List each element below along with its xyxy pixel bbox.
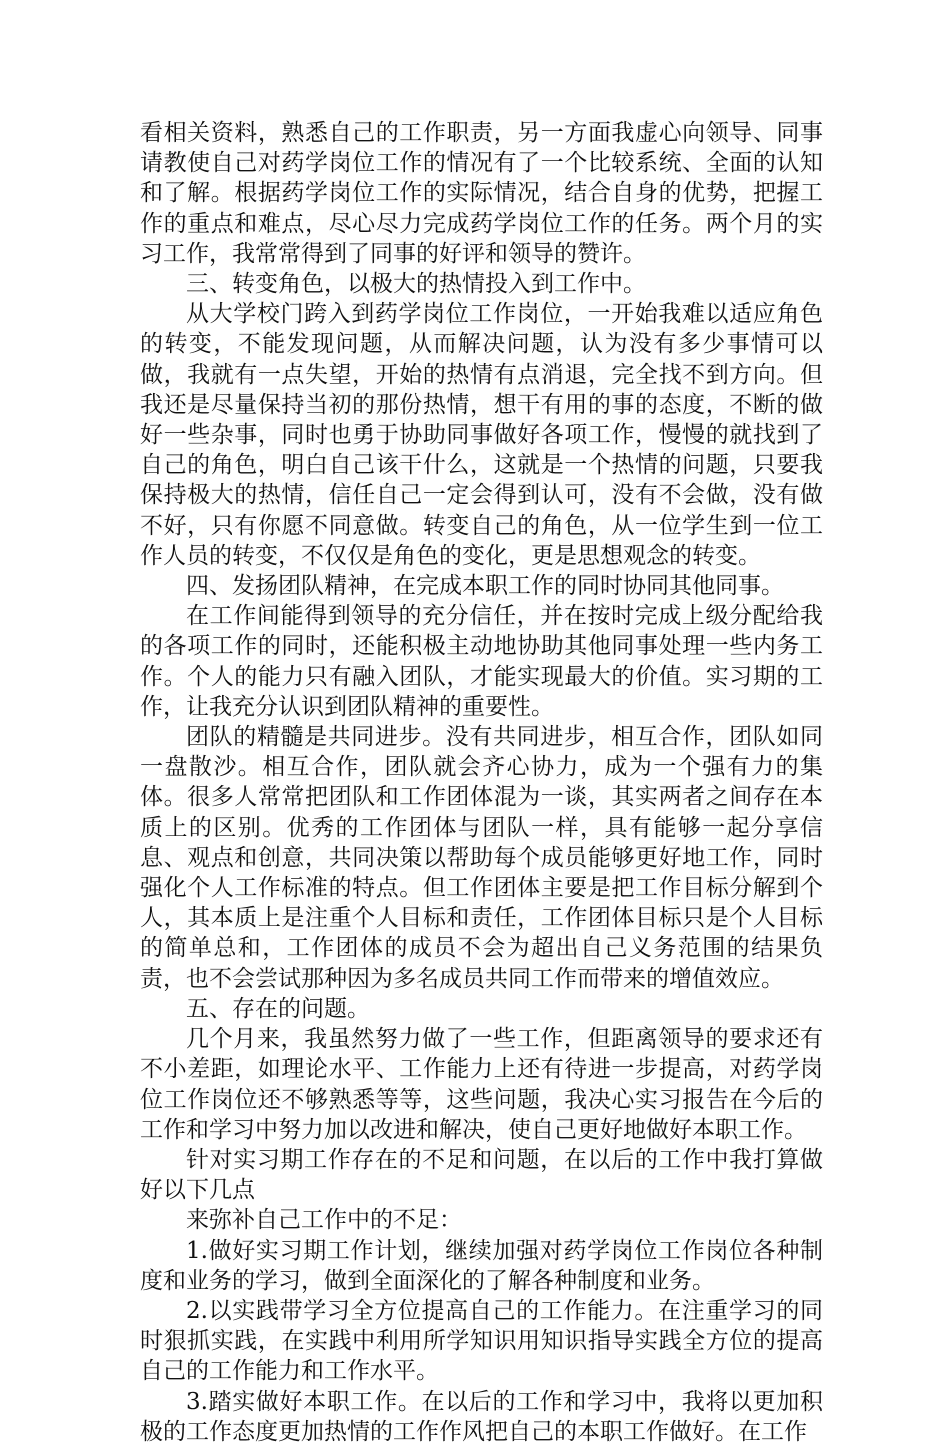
section-heading: 五、存在的问题。 bbox=[186, 995, 370, 1022]
paragraph: 在工作间能得到领导的充分信任，并在按时完成上级分配给我的各项工作的同时，还能积极主动地协助其他同事处理一些内务工作。个人的能力只有融入团队，才能实现最大的价值。实习期的工作，让我充分认识到团队精神的重要性。 bbox=[140, 603, 823, 720]
section-heading: 三、转变角色，以极大的热情投入到工作中。 bbox=[186, 271, 646, 298]
document-body bbox=[140, 118, 823, 1447]
paragraph: 团队的精髓是共同进步。没有共同进步，相互合作，团队如同一盘散沙。相互合作，团队就会齐心协力，成为一个强有力的集体。很多人常常把团队和工作团体混为一谈，其实两者之间存在本质上的区别。优秀的工作团体与团队一样，具有能够一起分享信息、观点和创意，共同决策以帮助每个成员能够更好地工作，同时强化个人工作标准的特点。但工作团体主要是把工作目标分解到个人，其本质上是注重个人目标和责任，工作团体目标只是个人目标的简单总和，工作团体的成员不会为超出自己义务范围的结果负责，也不会尝试那种因为多名成员共同工作而带来的增值效应。 bbox=[140, 724, 823, 992]
paragraph: 从大学校门跨入到药学岗位工作岗位，一开始我难以适应角色的转变，不能发现问题，从而解决问题，认为没有多少事情可以做，我就有一点失望，开始的热情有点消退，完全找不到方向。但我还是尽量保持当初的那份热情，想干有用的事的态度，不断的做好一些杂事，同时也勇于协助同事做好各项工作，慢慢的就找到了自己的角色，明白自己该干什么，这就是一个热情的问题，只要我保持极大的热情，信任自己一定会得到认可，没有不会做，没有做不好，只有你愿不同意做。转变自己的角色，从一位学生到一位工作人员的转变，不仅仅是角色的变化，更是思想观念的转变。 bbox=[140, 301, 823, 569]
list-item: 1.做好实习期工作计划，继续加强对药学岗位工作岗位各种制度和业务的学习，做到全面深化的了解各种制度和业务。 bbox=[140, 1237, 823, 1294]
section-heading: 四、发扬团队精神，在完成本职工作的同时协同其他同事。 bbox=[186, 573, 784, 600]
paragraph: 几个月来，我虽然努力做了一些工作，但距离领导的要求还有不小差距，如理论水平、工作能力上还有待进一步提高，对药学岗位工作岗位还不够熟悉等等，这些问题，我决心实习报告在今后的工作和学习中努力加以改进和解决，使自己更好地做好本职工作。 bbox=[140, 1026, 823, 1143]
list-item: 3.踏实做好本职工作。在以后的工作和学习中，我将以更加积极的工作态度更加热情的工作作风把自己的本职工作做好。在工作 bbox=[140, 1388, 823, 1445]
paragraph: 看相关资料，熟悉自己的工作职责，另一方面我虚心向领导、同事请教使自己对药学岗位工作的情况有了一个比较系统、全面的认知和了解。根据药学岗位工作的实际情况，结合自身的优势，把握工作的重点和难点，尽心尽力完成药学岗位工作的任务。两个月的实习工作，我常常得到了同事的好评和领导的赞许。 bbox=[140, 120, 823, 267]
list-item: 2.以实践带学习全方位提高自己的工作能力。在注重学习的同时狠抓实践，在实践中利用所学知识用知识指导实践全方位的提高自己的工作能力和工作水平。 bbox=[140, 1297, 823, 1385]
paragraph: 来弥补自己工作中的不足： bbox=[186, 1207, 462, 1234]
paragraph: 针对实习期工作存在的不足和问题，在以后的工作中我打算做好以下几点 bbox=[140, 1146, 823, 1204]
